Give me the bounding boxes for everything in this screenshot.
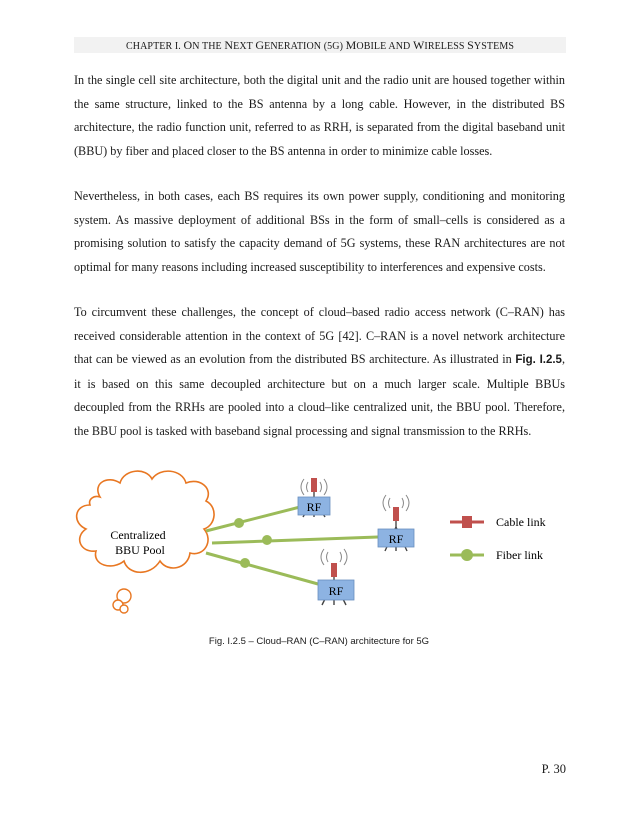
rf-label-1: RF [306, 500, 322, 514]
fiber-links [206, 506, 378, 584]
legend-cable [450, 515, 546, 529]
page-number: P. 30 [541, 762, 566, 776]
rf-unit-3 [318, 549, 354, 605]
rf-label-2: RF [388, 532, 404, 546]
rf-unit-2 [378, 495, 414, 551]
cloud-label-line2: BBU Pool [115, 543, 165, 557]
figure-caption: Fig. I.2.5 – Cloud–RAN (C–RAN) architecture for 5G [208, 636, 430, 647]
cloud-label-line1: Centralized [110, 528, 166, 542]
rf-label-3: RF [328, 584, 344, 598]
legend-cable-label: Cable link [496, 515, 546, 529]
legend-fiber-label: Fiber link [496, 548, 543, 562]
running-header [74, 37, 566, 53]
cran-figure [0, 455, 638, 635]
bbu-pool-cloud [77, 471, 214, 613]
figure-reference[interactable]: Fig. I.2.5 [515, 354, 562, 366]
legend-fiber [450, 548, 543, 562]
header-title: ON THE NEXT GENERATION (5G) MOBILE AND WIRELESS SYSTEMS [183, 38, 514, 52]
legend [450, 515, 546, 562]
paragraph-1: In the single cell site architecture, both the digital unit and the radio unit are housed together within the same structure, linked to the BS antenna by a long cable. However, in the distributed BS architecture, the radio function unit, referred to as RRH, is separated from the digital baseband unit (BBU) by fiber and placed closer to the BS antenna in order to minimize cable losses. [74, 73, 565, 158]
header-chapter: CHAPTER I. [126, 41, 184, 52]
rf-unit-1 [298, 478, 330, 517]
paragraph-2: Nevertheless, in both cases, each BS requires its own power supply, conditioning and monitoring system. As massive deployment of additional BSs in the form of small–cells is considered as a promising solution to satisfy the capacity demand of 5G systems, these RAN architectures are not optimal for many reasons including increased susceptibility to interferences and expensive costs. [74, 189, 565, 274]
paragraph-3: To circumvent these challenges, the concept of cloud–based radio access network (C–RAN) has received considerable attention in the context of 5G [42]. C–RAN is a novel network architecture that can be viewed as an evolution from the distributed BS architecture. As illustrated in Fig. I.2.5, it is based on this same decoupled architecture but on a much larger scale. Multiple BBUs decoupled from the RRHs are pooled into a cloud–like centralized unit, the BBU pool. Therefore, the BBU pool is tasked with baseband signal processing and signal transmission to the RRHs. [74, 305, 566, 438]
